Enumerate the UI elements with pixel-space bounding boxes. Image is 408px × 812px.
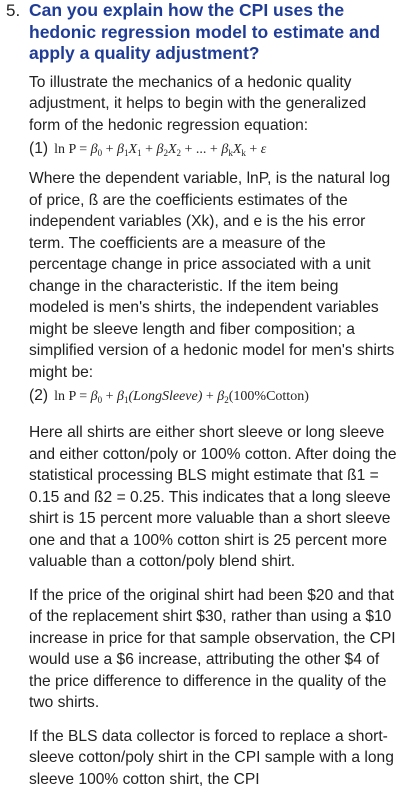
equation-1 [29, 140, 398, 166]
equation-1-formula: $\ln P = \beta_0 + \beta_1X_1 + \beta_2X_2$ + ... + $\beta_kX_k + \varepsilon$ [54, 142, 267, 158]
question-header [0, 0, 408, 65]
answer-body [0, 65, 408, 791]
where-paragraph: Where the dependent variable, lnP, is the natural log of price, ß are the coefficients estimates of the independent variables (Xk), and e is the his error term. The coefficients are a measure of the percentage change in price associated with a unit change in the characteristic. If the item being modeled is men's shirts, the independent variables might be sleeve length and fiber composition; a simplified version of a hedonic model for men's shirts might be: [29, 170, 395, 381]
question-number: 5. [6, 1, 21, 20]
intro-paragraph: To illustrate the mechanics of a hedonic quality adjustment, it helps to begin with the generalized form of the hedonic regression equation: [29, 73, 367, 134]
here-paragraph: Here all shirts are either short sleeve or long sleeve and either cotton/poly or 100% cotton. After doing the statistical processing BLS might estimate that ß1 = 0.15 and ß2 = 0.25. This indicates that a long sleeve shirt is 15 percent more valuable than a short sleeve one and that a 100% cotton shirt is 25 percent more valuable than a cotton/poly blend shirt. [29, 424, 397, 570]
question-title: Can you explain how the CPI uses the hedonic regression model to estimate and apply a quality adjustment? [29, 0, 381, 63]
price-paragraph: If the price of the original shirt had been $20 and that of the replacement shirt $30, rather than using a $10 increase in price for that sample observation, the CPI would use a $6 increase, attributing the other $4 of the price difference to difference in the quality of the two shirts. [29, 586, 396, 711]
equation-2 [29, 387, 398, 413]
equation-1-label: (1) [29, 140, 49, 157]
equation-2-label: (2) [29, 387, 49, 404]
collector-paragraph: If the BLS data collector is forced to replace a short-sleeve cotton/poly shirt in the CPI sample with a long sleeve 100% cotton shirt, the CPI [29, 727, 394, 788]
equation-2-formula: $\ln P = \beta_0$ + $\beta_1(LongSleeve)$ + $\beta_2(100\%Cotton)$ [54, 389, 309, 405]
